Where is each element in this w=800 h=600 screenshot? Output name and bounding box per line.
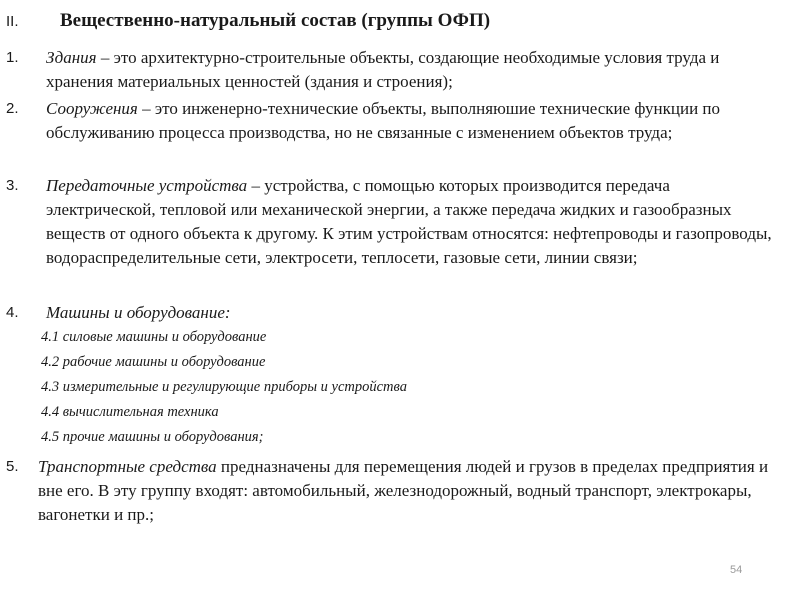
subitem: 4.2 рабочие машины и оборудование bbox=[41, 354, 266, 370]
list-item-number: 1. bbox=[6, 49, 19, 66]
definition: – устройства, с помощью которых производится передача электрической, тепловой или механической энергии, а также передача жидких и газообразных веществ от одного объекта к другому. К этим устройствам относятся: нефтепроводы и газопроводы, водораспределительные сети, электросети, теплосети, газовые сети, линии связи; bbox=[46, 176, 772, 267]
subitem: 4.3 измерительные и регулирующие приборы и устройства bbox=[41, 379, 407, 395]
section-title: Вещественно-натуральный состав (группы ОФП) bbox=[60, 10, 491, 31]
subitem: 4.5 прочие машины и оборудования; bbox=[41, 429, 264, 445]
list-item-text bbox=[46, 97, 781, 145]
term: Передаточные устройства bbox=[46, 176, 248, 195]
definition: – это инженерно-технические объекты, выполняюшие технические функции по обслуживанию процесса производства, но не связанные с изменением объектов труда; bbox=[46, 99, 721, 142]
list-item-text bbox=[46, 174, 781, 270]
definition: – это архитектурно-строительные объекты, создающие необходимые условия труда и хранения материальных ценностей (здания и строения); bbox=[46, 48, 720, 91]
page-number: 54 bbox=[730, 564, 743, 576]
subitem: 4.4 вычислительная техника bbox=[41, 404, 219, 420]
term: Машины и оборудование: bbox=[46, 303, 231, 322]
list-item-number: 2. bbox=[6, 100, 19, 117]
list-item-text bbox=[38, 455, 783, 527]
term: Сооружения bbox=[46, 99, 138, 118]
list-item-number: 4. bbox=[6, 304, 19, 321]
list-item-number: 3. bbox=[6, 177, 19, 194]
definition: предназначены для перемещения людей и грузов в пределах предприятия и вне его. В эту группу входят: автомобильный, железнодорожный, водный транспорт, электрокары, вагонетки и пр.; bbox=[38, 457, 769, 524]
list-item-number: 5. bbox=[6, 458, 19, 475]
list-item-text bbox=[46, 46, 781, 94]
term: Здания bbox=[46, 48, 97, 67]
term: Транспортные средства bbox=[38, 457, 217, 476]
section-number: II. bbox=[6, 13, 19, 30]
subitem: 4.1 силовые машины и оборудование bbox=[41, 329, 267, 345]
list-item-text bbox=[46, 301, 781, 325]
section-heading bbox=[6, 10, 786, 38]
